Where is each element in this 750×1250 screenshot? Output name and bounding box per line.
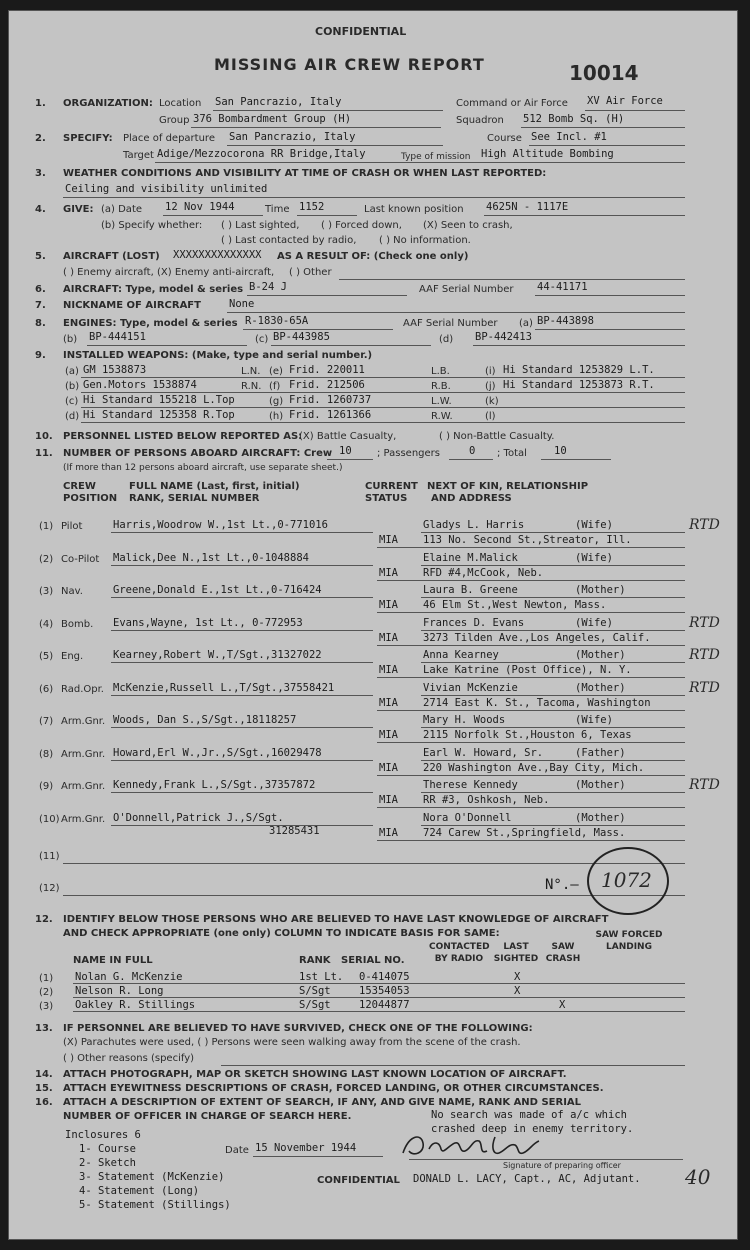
crew-kin: Elaine M.Malick: [423, 551, 518, 564]
crew-hdr-2a: FULL NAME (Last, first, initial): [129, 481, 300, 492]
crew-relation: (Wife): [575, 616, 613, 629]
opt-nonbattle: ( ) Non-Battle Casualty.: [439, 431, 555, 442]
crew-number: (4): [39, 618, 54, 630]
sec5-label2: AS A RESULT OF: (Check one only): [277, 251, 469, 262]
stamp-prefix: N°.—: [545, 877, 579, 893]
sec8-label: ENGINES: Type, model & series: [63, 318, 238, 329]
engine-serial-label: AAF Serial Number: [403, 318, 498, 329]
sec1-num: 1.: [35, 98, 46, 109]
crew-address: 113 No. Second St.,Streator, Ill.: [423, 534, 632, 546]
crew-kin: Gladys L. Harris: [423, 519, 525, 531]
inclosure-3: 3- Statement (McKenzie): [79, 1171, 225, 1183]
position-value: 4625N - 1117E: [486, 201, 569, 213]
sec12-hdr-rank: RANK: [299, 955, 331, 966]
time-value: 1152: [299, 201, 325, 213]
nickname-value: None: [229, 298, 255, 310]
sec7-num: 7.: [35, 300, 46, 311]
crew-kin: Laura B. Greene: [423, 584, 518, 596]
sec12-hdr-crash: SAW CRASH: [545, 942, 581, 964]
opt-battle: (X) Battle Casualty,: [299, 431, 397, 442]
sec11-note: (If more than 12 persons aboard aircraft, use separate sheet.): [63, 463, 343, 473]
crew-name: O'Donnell,Patrick J.,S/Sgt.: [113, 811, 284, 824]
target-value: Adige/Mezzocorona RR Bridge,Italy: [157, 148, 366, 160]
crew-status: MIA: [379, 599, 398, 611]
engine-b-label: (b): [63, 334, 78, 345]
sec12-hdr-radio: CONTACTED BY RADIO: [429, 942, 490, 964]
total-label: ; Total: [497, 448, 527, 459]
crew-position: Eng.: [61, 651, 84, 662]
weapon-gun: Gen.Motors 1538874: [83, 379, 197, 391]
opt-enemy-aa: (X) Enemy anti-aircraft,: [157, 267, 275, 278]
crew-relation: (Mother): [575, 681, 626, 694]
sec1-label: ORGANIZATION:: [63, 98, 153, 109]
sec4-num: 4.: [35, 204, 46, 215]
crew-hdr-3b: STATUS: [365, 493, 408, 504]
course-value: See Incl. #1: [531, 131, 607, 143]
witness-rank: S/Sgt: [299, 999, 331, 1011]
crew-hdr-4b: AND ADDRESS: [431, 493, 512, 504]
sec15-num: 15.: [35, 1083, 53, 1094]
sec12-line2: AND CHECK APPROPRIATE (one only) COLUMN TO INDICATE BASIS FOR SAME:: [63, 928, 500, 939]
crew-relation: (Mother): [575, 649, 626, 661]
weapon-gun: Frid. 1261366: [289, 409, 372, 421]
crew-name: Kennedy,Frank L.,S/Sgt.,37357872: [113, 779, 316, 791]
struck-text: XXXXXXXXXXXXXX: [173, 249, 262, 261]
crew-hdr-4a: NEXT OF KIN, RELATIONSHIP: [427, 481, 589, 492]
engine-d-label: (d): [439, 334, 454, 345]
crew-status: MIA: [379, 631, 398, 644]
opt-other: ( ) Other: [289, 267, 332, 278]
crew-kin: Nora O'Donnell: [423, 811, 512, 824]
sec9-label: INSTALLED WEAPONS: (Make, type and serial number.): [63, 350, 373, 361]
search-answer-1: No search was made of a/c which: [431, 1109, 627, 1121]
weapon-gun: Frid. 220011: [289, 364, 365, 376]
sec12-hdr-landing: SAW FORCED LANDING: [595, 930, 663, 952]
weapon-letter: (g): [269, 396, 284, 407]
form-title: MISSING AIR CREW REPORT: [214, 55, 485, 74]
engine-c-label: (c): [255, 334, 269, 345]
crew-address: 724 Carew St.,Springfield, Mass.: [423, 826, 626, 839]
sec12-hdr-serial: SERIAL NO.: [341, 955, 405, 966]
report-number: 10014: [569, 61, 639, 85]
sec8-num: 8.: [35, 318, 46, 329]
weapon-letter: (c): [65, 396, 79, 407]
weapon-gun: Hi Standard 125358 R.Top: [83, 409, 235, 421]
crew-kin: Earl W. Howard, Sr.: [423, 746, 544, 759]
weapon-gun: Hi Standard 1253829 L.T.: [503, 364, 655, 376]
position-label: Last known position: [364, 204, 464, 215]
sec2-label: SPECIFY:: [63, 133, 113, 144]
crew-number: (5): [39, 651, 54, 662]
crew-hdr-2b: RANK, SERIAL NUMBER: [129, 493, 260, 504]
course-label: Course: [487, 133, 522, 144]
crew-number: (7): [39, 716, 54, 727]
crew-relation: (Wife): [575, 551, 613, 564]
rtd-note: RTD: [689, 614, 720, 631]
mission-value: High Altitude Bombing: [481, 148, 614, 160]
crew-number: (6): [39, 683, 54, 695]
sec16-line1: ATTACH A DESCRIPTION OF EXTENT OF SEARCH, IF ANY, AND GIVE NAME, RANK AND SERIAL: [63, 1097, 582, 1108]
crew-position: Arm.Gnr.: [61, 748, 106, 760]
crew-number: (10): [39, 813, 60, 825]
crew-address: 3273 Tilden Ave.,Los Angeles, Calif.: [423, 631, 651, 644]
crew-status: MIA: [379, 566, 398, 579]
command-value: XV Air Force: [587, 95, 663, 107]
sec11-num: 11.: [35, 448, 53, 459]
signature-caption: Signature of preparing officer: [503, 1161, 621, 1170]
crew-relation: (Mother): [575, 811, 626, 824]
engine-d: BP-442413: [475, 331, 532, 343]
crew-address: RR #3, Oshkosh, Neb.: [423, 794, 550, 806]
time-label: Time: [265, 204, 290, 215]
opt-enemy-aircraft: ( ) Enemy aircraft,: [63, 267, 154, 278]
location-label: Location: [159, 98, 202, 109]
crew-position: Nav.: [61, 586, 83, 597]
witness-rank: S/Sgt: [299, 985, 331, 997]
classification-top: CONFIDENTIAL: [315, 25, 407, 38]
engine-b: BP-444151: [89, 331, 146, 343]
crew-relation: (Wife): [575, 714, 613, 726]
sec5-label: AIRCRAFT (LOST): [63, 251, 160, 262]
opt-seen-crash: (X) Seen to crash,: [423, 220, 513, 231]
crew-relation: (Father): [575, 746, 626, 759]
crew-kin: Frances D. Evans: [423, 616, 525, 629]
opt-forced-down: ( ) Forced down,: [321, 220, 402, 231]
crew-position: Pilot: [61, 521, 83, 532]
passenger-count: 0: [469, 445, 476, 457]
search-answer-2: crashed deep in enemy territory.: [431, 1123, 634, 1135]
opt-last-sighted: ( ) Last sighted,: [221, 220, 300, 231]
weapon-position: R.B.: [431, 381, 451, 392]
crew-position: Rad.Opr.: [61, 683, 104, 695]
weapon-gun: Frid. 212506: [289, 379, 365, 391]
stamp-number: 1072: [601, 868, 652, 892]
crew-kin: Anna Kearney: [423, 649, 499, 661]
sign-date-label: Date: [225, 1145, 249, 1156]
weapon-letter: (e): [269, 366, 283, 377]
crew-name: Kearney,Robert W.,T/Sgt.,31327022: [113, 649, 322, 661]
crew-position: Bomb.: [61, 618, 94, 630]
crew-number: (8): [39, 748, 54, 760]
opt-last-radio: ( ) Last contacted by radio,: [221, 235, 357, 246]
witness-number: (2): [39, 987, 54, 998]
weapon-letter: (j): [485, 381, 496, 392]
weapon-letter: (k): [485, 396, 499, 407]
crew-name: Harris,Woodrow W.,1st Lt.,0-771016: [113, 519, 328, 531]
signature-mark: [399, 1129, 559, 1163]
inclosure-5: 5- Statement (Stillings): [79, 1199, 231, 1211]
weapon-letter: (h): [269, 411, 284, 422]
sec16-line2: NUMBER OF OFFICER IN CHARGE OF SEARCH HERE.: [63, 1111, 352, 1122]
crew-hdr-1a: CREW: [63, 481, 96, 492]
sec13-line1: IF PERSONNEL ARE BELIEVED TO HAVE SURVIVED, CHECK ONE OF THE FOLLOWING:: [63, 1023, 533, 1034]
crew-position: Arm.Gnr.: [61, 781, 106, 792]
sec10-num: 10.: [35, 431, 53, 442]
weather-value: Ceiling and visibility unlimited: [65, 183, 268, 195]
crew-name: Howard,Erl W.,Jr.,S/Sgt.,16029478: [113, 746, 322, 759]
engine-model: R-1830-65A: [245, 315, 309, 327]
crew-address: Lake Katrine (Post Office), N. Y.: [423, 664, 632, 676]
inclosure-1: 1- Course: [79, 1143, 136, 1155]
date-label: (a) Date: [101, 204, 143, 215]
weapon-position: L.N.: [241, 366, 261, 377]
sec6-num: 6.: [35, 284, 46, 295]
weapon-letter: (f): [269, 381, 281, 392]
weapon-position: R.N.: [241, 381, 262, 392]
total-count: 10: [554, 445, 567, 457]
crew-number: (1): [39, 521, 54, 532]
sec11-label: NUMBER OF PERSONS ABOARD AIRCRAFT: Crew: [63, 448, 333, 459]
crew-status: MIA: [379, 826, 398, 839]
crew-name: Malick,Dee N.,1st Lt.,0-1048884: [113, 551, 309, 564]
weapon-letter: (b): [65, 381, 80, 392]
sec15-text: ATTACH EYEWITNESS DESCRIPTIONS OF CRASH, FORCED LANDING, OR OTHER CIRCUMSTANCES.: [63, 1083, 604, 1094]
weapon-letter: (a): [65, 366, 79, 377]
sec14-num: 14.: [35, 1069, 53, 1080]
aircraft-model: B-24 J: [249, 281, 287, 293]
document-page: [8, 10, 738, 1240]
target-label: Target: [123, 150, 154, 161]
witness-name: Oakley R. Stillings: [75, 999, 196, 1011]
crew-status: MIA: [379, 664, 398, 676]
opt-no-info: ( ) No information.: [379, 235, 471, 246]
crew-hdr-1b: POSITION: [63, 493, 118, 504]
witness-number: (1): [39, 973, 54, 984]
location-value: San Pancrazio, Italy: [215, 96, 342, 108]
inclosure-4: 4- Statement (Long): [79, 1185, 200, 1197]
engine-a-label: (a): [519, 318, 533, 329]
crew-address: 46 Elm St.,West Newton, Mass.: [423, 599, 607, 611]
sec13-num: 13.: [35, 1023, 53, 1034]
weapon-gun: Hi Standard 155218 L.Top: [83, 394, 235, 406]
sec7-label: NICKNAME OF AIRCRAFT: [63, 300, 201, 311]
crew-kin: Therese Kennedy: [423, 779, 518, 791]
group-value: 376 Bombardment Group (H): [193, 113, 352, 125]
crew-relation: (Wife): [575, 519, 613, 531]
page-mark: 40: [685, 1165, 711, 1189]
crew-number: (9): [39, 781, 54, 792]
crew-relation: (Mother): [575, 779, 626, 791]
witness-serial: 0-414075: [359, 971, 410, 983]
sec12-line1: IDENTIFY BELOW THOSE PERSONS WHO ARE BELIEVED TO HAVE LAST KNOWLEDGE OF AIRCRAFT: [63, 914, 609, 925]
sign-date-value: 15 November 1944: [255, 1142, 357, 1154]
crew-address: 2115 Norfolk St.,Houston 6, Texas: [423, 729, 632, 741]
inclosure-2: 2- Sketch: [79, 1157, 136, 1169]
sec3-label: WEATHER CONDITIONS AND VISIBILITY AT TIME OF CRASH OR WHEN LAST REPORTED:: [63, 168, 547, 179]
sec4-label: GIVE:: [63, 204, 94, 215]
sec9-num: 9.: [35, 350, 46, 361]
crew-kin: Vivian McKenzie: [423, 681, 518, 694]
weapon-gun: Frid. 1260737: [289, 394, 372, 406]
crew-name: McKenzie,Russell L.,T/Sgt.,37558421: [113, 681, 335, 694]
aircraft-serial: 44-41171: [537, 281, 588, 293]
rtd-note: RTD: [689, 647, 720, 663]
passengers-label: ; Passengers: [377, 448, 440, 459]
crew-name: Greene,Donald E.,1st Lt.,0-716424: [113, 584, 322, 596]
aircraft-serial-label: AAF Serial Number: [419, 284, 514, 295]
crew-row-11: (11): [39, 851, 60, 862]
weapon-position: L.B.: [431, 366, 450, 377]
signer-name: DONALD L. LACY, Capt., AC, Adjutant.: [413, 1173, 641, 1185]
rtd-note: RTD: [689, 679, 720, 696]
witness-check: X: [514, 985, 521, 997]
crew-status: MIA: [379, 761, 398, 774]
witness-number: (3): [39, 1001, 54, 1012]
crew-kin: Mary H. Woods: [423, 714, 506, 726]
squadron-label: Squadron: [456, 115, 504, 126]
crew-number: (2): [39, 553, 54, 565]
weapon-gun: GM 1538873: [83, 364, 147, 376]
crew-relation: (Mother): [575, 584, 626, 596]
sec10-label: PERSONNEL LISTED BELOW REPORTED AS:: [63, 431, 303, 442]
crew-address: 2714 East K. St., Tacoma, Washington: [423, 696, 651, 709]
witness-serial: 12044877: [359, 999, 410, 1011]
rtd-note: RTD: [689, 777, 720, 793]
engine-c: BP-443985: [273, 331, 330, 343]
specify-label: (b) Specify whether:: [101, 220, 203, 231]
sec12-num: 12.: [35, 914, 53, 925]
inclosures-label: Inclosures 6: [65, 1129, 141, 1141]
crew-address: 220 Washington Ave.,Bay City, Mich.: [423, 761, 645, 774]
sec6-label: AIRCRAFT: Type, model & series: [63, 284, 244, 295]
crew-position: Arm.Gnr.: [61, 716, 106, 727]
crew-name: Evans,Wayne, 1st Lt., 0-772953: [113, 616, 303, 629]
witness-check: X: [559, 999, 566, 1011]
sec14-text: ATTACH PHOTOGRAPH, MAP OR SKETCH SHOWING LAST KNOWN LOCATION OF AIRCRAFT.: [63, 1069, 567, 1080]
crew-address: RFD #4,McCook, Neb.: [423, 566, 544, 579]
command-label: Command or Air Force: [456, 98, 568, 109]
squadron-value: 512 Bomb Sq. (H): [523, 113, 625, 125]
weapon-position: R.W.: [431, 411, 453, 422]
date-value: 12 Nov 1944: [165, 201, 235, 213]
weapon-gun: Hi Standard 1253873 R.T.: [503, 379, 655, 391]
crew-number: (3): [39, 586, 54, 597]
weapon-letter: (l): [485, 411, 496, 422]
weapon-letter: (i): [485, 366, 496, 377]
crew-status: MIA: [379, 534, 398, 546]
sec13-line3: ( ) Other reasons (specify): [63, 1053, 195, 1064]
crew-row-12: (12): [39, 883, 60, 894]
mission-label: Type of mission: [401, 152, 471, 162]
crew-hdr-3a: CURRENT: [365, 481, 418, 492]
crew-status: MIA: [379, 794, 398, 806]
witness-rank: 1st Lt.: [299, 971, 344, 983]
witness-name: Nolan G. McKenzie: [75, 971, 183, 983]
sec3-num: 3.: [35, 168, 46, 179]
sec13-line2: (X) Parachutes were used, ( ) Persons were seen walking away from the scene of the crash.: [63, 1037, 521, 1048]
crew-count: 10: [339, 445, 352, 457]
crew-status: MIA: [379, 696, 398, 709]
sec12-hdr-sighted: LAST SIGHTED: [493, 942, 539, 964]
sec5-num: 5.: [35, 251, 46, 262]
witness-serial: 15354053: [359, 985, 410, 997]
crew-name: Woods, Dan S.,S/Sgt.,18118257: [113, 714, 297, 726]
sec12-hdr-name: NAME IN FULL: [73, 955, 153, 966]
witness-check: X: [514, 971, 521, 983]
departure-label: Place of departure: [123, 133, 215, 144]
crew-status: MIA: [379, 729, 398, 741]
classification-bottom: CONFIDENTIAL: [317, 1175, 400, 1186]
sec16-num: 16.: [35, 1097, 53, 1108]
crew-position: Arm.Gnr.: [61, 813, 106, 825]
sec2-num: 2.: [35, 133, 46, 144]
group-label: Group: [159, 115, 190, 126]
witness-name: Nelson R. Long: [75, 985, 164, 997]
crew-position: Co-Pilot: [61, 553, 100, 565]
weapon-letter: (d): [65, 411, 80, 422]
crew-serial-cont: 31285431: [269, 824, 320, 837]
engine-a: BP-443898: [537, 315, 594, 327]
weapon-position: L.W.: [431, 396, 452, 407]
departure-value: San Pancrazio, Italy: [229, 131, 356, 143]
rtd-note: RTD: [689, 517, 720, 533]
